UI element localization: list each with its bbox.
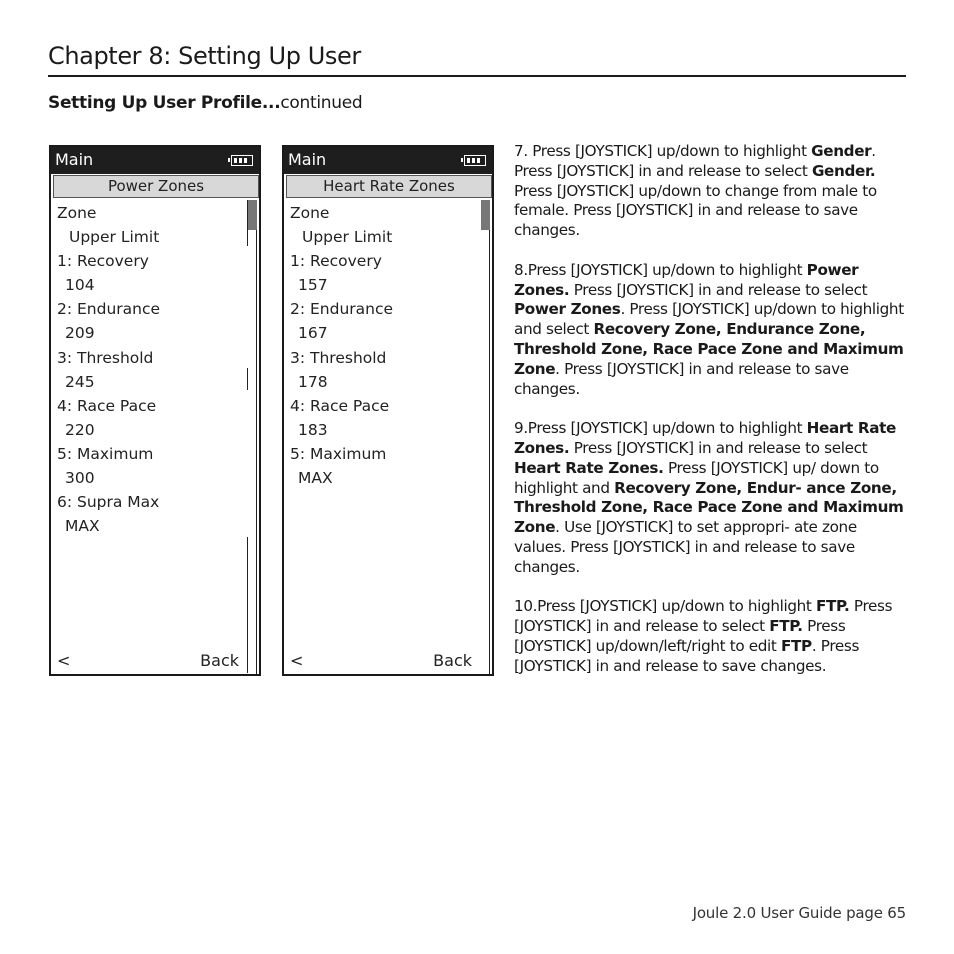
zone-name[interactable]: 6: Supra Max [57, 493, 160, 512]
zone-list-heading: Zone [57, 204, 97, 222]
page-footer: Joule 2.0 User Guide page 65 [692, 904, 906, 922]
chapter-title: Chapter 8: Setting Up User [48, 42, 361, 70]
instruction-step [514, 261, 909, 400]
step-text: Press [JOYSTICK] up/down/left/right to edit [514, 617, 846, 655]
back-button[interactable]: Back [433, 651, 472, 670]
zone-name[interactable]: 4: Race Pace [57, 396, 157, 415]
zone-name[interactable]: 2: Endurance [290, 300, 394, 319]
battery-icon [464, 155, 486, 166]
step-text: Press [JOYSTICK] up/down to change from male to female. Press [JOYSTICK] in and release to save changes. [514, 181, 877, 240]
screen-subtitle: Power Zones [53, 175, 259, 198]
screen-header-label: Main [55, 150, 94, 169]
step-bold-text: Gender [811, 142, 872, 160]
zone-name[interactable]: 3: Threshold [57, 348, 154, 367]
step-bold-text: Power Zones. [514, 260, 859, 299]
step-text: Press [JOYSTICK] up/ down to highlight and [514, 458, 879, 497]
instruction-step [514, 597, 909, 676]
zone-value[interactable]: MAX [298, 469, 333, 488]
left-arrow[interactable]: < [57, 651, 71, 670]
step-text: . Press [JOYSTICK] up/down to highlight and select [514, 300, 904, 339]
step-text: 10.Press [JOYSTICK] up/down to highlight [514, 597, 816, 616]
step-text: 7. Press [JOYSTICK] up/down to highlight [514, 142, 812, 160]
step-bold-text: FTP. [769, 617, 803, 636]
power-zones-screen [49, 145, 261, 676]
step-bold-text: FTP. [815, 597, 850, 616]
step-text: 8.Press [JOYSTICK] up/down to highlight [514, 260, 807, 279]
screen-footer [57, 650, 239, 672]
zone-list-heading: Upper Limit [302, 228, 393, 247]
section-title-rest: continued [280, 93, 363, 113]
step-text: 9.Press [JOYSTICK] up/down to highlight [514, 419, 807, 438]
step-text: Press [JOYSTICK] in and release to select [569, 438, 868, 457]
step-bold-text: Power Zones [514, 300, 621, 319]
instructions [514, 142, 909, 696]
instruction-step [514, 142, 909, 241]
screen-header [51, 147, 259, 174]
step-text: . Press [JOYSTICK] in and release to save changes. [514, 636, 860, 675]
zone-value[interactable]: 300 [65, 469, 95, 488]
zone-value[interactable]: 178 [298, 372, 328, 391]
zone-value[interactable]: 209 [65, 324, 95, 343]
scrollbar-thumb[interactable] [481, 200, 490, 230]
zone-name[interactable]: 2: Endurance [57, 300, 161, 319]
left-arrow[interactable]: < [290, 651, 304, 670]
zone-value[interactable]: 104 [65, 276, 95, 295]
zone-name[interactable]: 4: Race Pace [290, 396, 390, 415]
zone-list-heading: Upper Limit [69, 228, 160, 247]
zone-name[interactable]: 1: Recovery [290, 252, 382, 271]
step-text: . Press [JOYSTICK] in and release to save changes. [514, 359, 849, 398]
zone-value[interactable]: 245 [65, 372, 95, 391]
scrollbar-track [256, 230, 257, 674]
zone-name[interactable]: 5: Maximum [57, 444, 154, 463]
zone-name[interactable]: 3: Threshold [290, 348, 387, 367]
step-text: Press [JOYSTICK] in and release to select [514, 597, 893, 636]
step-text: . Press [JOYSTICK] in and release to select [514, 142, 876, 180]
zone-value[interactable]: MAX [65, 517, 100, 536]
zone-value[interactable]: 157 [298, 276, 328, 295]
step-text: . Use [JOYSTICK] to set appropri- ate zone values. Press [JOYSTICK] in and release to save changes. [514, 518, 857, 576]
scrollbar-track [489, 230, 490, 674]
section-title-bold: Setting Up User Profile... [48, 93, 281, 113]
instruction-step [514, 419, 909, 577]
chapter-rule [48, 75, 906, 77]
zone-name[interactable]: 5: Maximum [290, 444, 387, 463]
section-title [48, 93, 362, 113]
battery-icon [231, 155, 253, 166]
heart-rate-zones-screen [282, 145, 494, 676]
zone-value[interactable]: 183 [298, 420, 328, 439]
step-bold-text: Heart Rate Zones. [514, 419, 896, 457]
step-bold-text: FTP [781, 636, 812, 655]
zone-value[interactable]: 220 [65, 420, 95, 439]
back-button[interactable]: Back [200, 651, 239, 670]
step-bold-text: Heart Rate Zones. [514, 458, 664, 477]
zone-name[interactable]: 1: Recovery [57, 252, 149, 271]
power-zone-list [57, 201, 237, 538]
step-text: Press [JOYSTICK] in and release to select [569, 280, 868, 299]
step-bold-text: Recovery Zone, Endurance Zone, Threshold Zone, Race Pace Zone and Maximum Zone [514, 320, 904, 378]
scrollbar-thumb[interactable] [248, 200, 257, 230]
zone-value[interactable]: 167 [298, 324, 328, 343]
step-bold-text: Recovery Zone, Endur- ance Zone, Threshold Zone, Race Pace Zone and Maximum Zone [514, 478, 904, 537]
screen-footer [290, 650, 472, 672]
screen-header-label: Main [288, 150, 327, 169]
zone-list-heading: Zone [290, 204, 330, 222]
screen-subtitle: Heart Rate Zones [286, 175, 492, 198]
hr-zone-list [290, 201, 470, 490]
step-bold-text: Gender. [811, 161, 876, 180]
screen-header [284, 147, 492, 174]
